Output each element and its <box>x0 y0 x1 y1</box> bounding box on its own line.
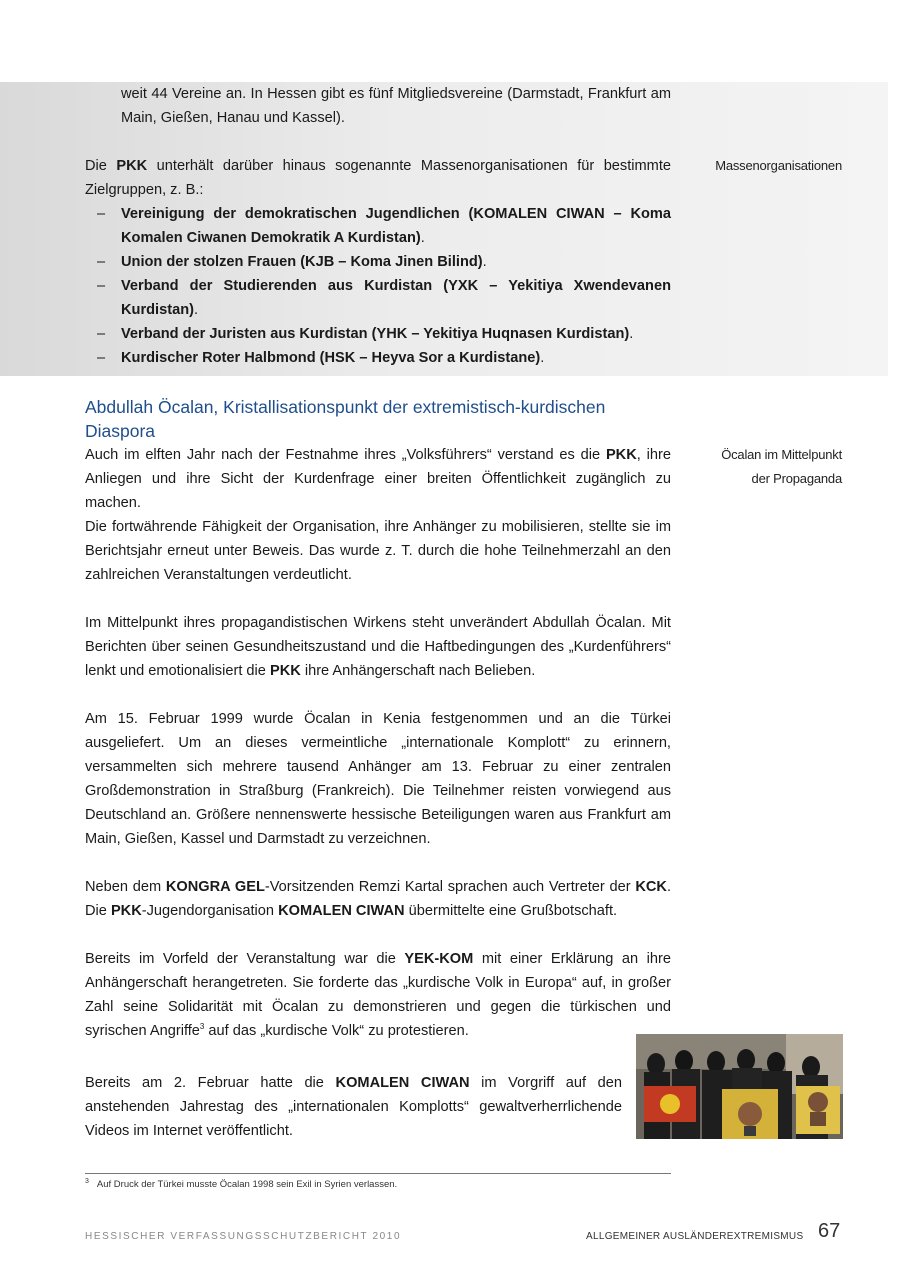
footnote-text: Auf Druck der Türkei musste Öcalan 1998 sein Exil in Syrien verlassen. <box>96 1179 398 1191</box>
paragraph: Die fortwährende Fähigkeit der Organisation, ihre Anhänger zu mobilisieren, stellte sie im Berichtsjahr erneut unter Beweis. Das wurde z. T. durch die hohe Teilnehmerzahl an den zahlreichen Veranstaltungen verdeutlicht. <box>85 519 671 583</box>
footer-report-title: HESSISCHER VERFASSUNGSSCHUTZBERICHT 2010 <box>85 1231 402 1242</box>
margin-note-line: Öcalan im Mittelpunkt <box>721 447 842 462</box>
paragraph: Neben dem KONGRA GEL-Vorsitzenden Remzi Kartal sprachen auch Vertreter der KCK. Die PKK-Jugendorganisation KOMALEN CIWAN übermittelte eine Grußbotschaft. <box>85 879 671 919</box>
list-item: – Kurdischer Roter Halbmond (HSK – Heyva Sor a Kurdistane). <box>85 346 671 370</box>
margin-note-line: der Propaganda <box>751 471 842 486</box>
mass-org-intro: Die PKK unterhält darüber hinaus sogenannte Massenorganisationen für bestimmte Zielgruppen, z. B.: <box>85 158 672 198</box>
paragraph: Bereits am 2. Februar hatte die KOMALEN CIWAN im Vorgriff auf den anstehenden Jahrestag des „internationalen Komplotts“ gewaltverherrlichende Videos im Internet veröffentlicht. <box>85 1075 622 1139</box>
list-item: – Verband der Studierenden aus Kurdistan (YXK – Yekitiya Xwendevanen Kurdistan). <box>85 274 671 322</box>
top-block <box>85 82 671 370</box>
list-item: – Verband der Juristen aus Kurdistan (YHK – Yekitiya Huqnasen Kurdistan). <box>85 322 671 346</box>
page-number: 67 <box>818 1220 841 1242</box>
section-body <box>85 443 671 1043</box>
paragraph: Am 15. Februar 1999 wurde Öcalan in Kenia festgenommen und an die Türkei ausgeliefert. Um an dieses vermeintliche „internationale Komplott“ zu erinnern, versammelten sich mehrere tausend Anhänger am 13. Februar zu einer zentralen Großdemonstration in Straßburg (Frankreich). Die Teilnehmer reisten vorwiegend aus Deutschland an. Größere nennenswerte hessische Beteiligungen waren aus Frankfurt am Main, Gießen, Kassel und Darmstadt zu verzeichnen. <box>85 711 671 847</box>
section-heading: Abdullah Öcalan, Kristallisationspunkt der extremistisch-kurdischen Diaspora <box>85 397 606 441</box>
paragraph: Bereits im Vorfeld der Veranstaltung war die YEK-KOM mit einer Erklärung an ihre Anhängerschaft herangetreten. Sie forderte das „kurdische Volk in Europa“ auf, in großer Zahl seine Solidarität mit Öcalan zu demonstrieren und gegen die türkischen und syrischen Angriffe$^3$ auf das „kurdische Volk“ zu protestieren. <box>85 951 671 1039</box>
footnote-divider <box>85 1173 671 1174</box>
paragraph: Im Mittelpunkt ihres propagandistischen Wirkens steht unverändert Abdullah Öcalan. Mit Berichten über seinen Gesundheitszustand und die Haftbedingungen des „Kurdenführers“ lenkt und emotionalisiert die PKK ihre Anhängerschaft nach Belieben. <box>85 615 671 679</box>
footnote-ref[interactable]: 3 <box>199 1022 205 1032</box>
margin-note-massenorganisationen: Massenorganisationen <box>715 158 842 173</box>
margin-note-oecalan <box>692 443 842 491</box>
final-paragraph-block <box>85 1071 622 1143</box>
list-item: – Vereinigung der demokratischen Jugendlichen (KOMALEN CIWAN – Koma Komalen Ciwanen Demokratik A Kurdistan). <box>85 202 671 250</box>
mass-org-list <box>85 202 671 370</box>
paragraph: Auch im elften Jahr nach der Festnahme ihres „Volksführers“ verstand es die PKK, ihre Anliegen und ihre Sicht der Kurdenfrage einer breiten Öffentlichkeit zugänglich zu machen. <box>85 447 671 511</box>
demonstration-photo <box>636 1034 843 1139</box>
list-item: – Union der stolzen Frauen (KJB – Koma Jinen Bilind). <box>85 250 671 274</box>
footer-chapter-title: ALLGEMEINER AUSLÄNDEREXTREMISMUS <box>586 1231 804 1242</box>
continuation-text: weit 44 Vereine an. In Hessen gibt es fünf Mitgliedsvereine (Darmstadt, Frankfurt am Main, Gießen, Hanau und Kassel). <box>121 86 671 126</box>
footnote <box>85 1176 397 1191</box>
footnote-number: 3 <box>85 1178 89 1185</box>
